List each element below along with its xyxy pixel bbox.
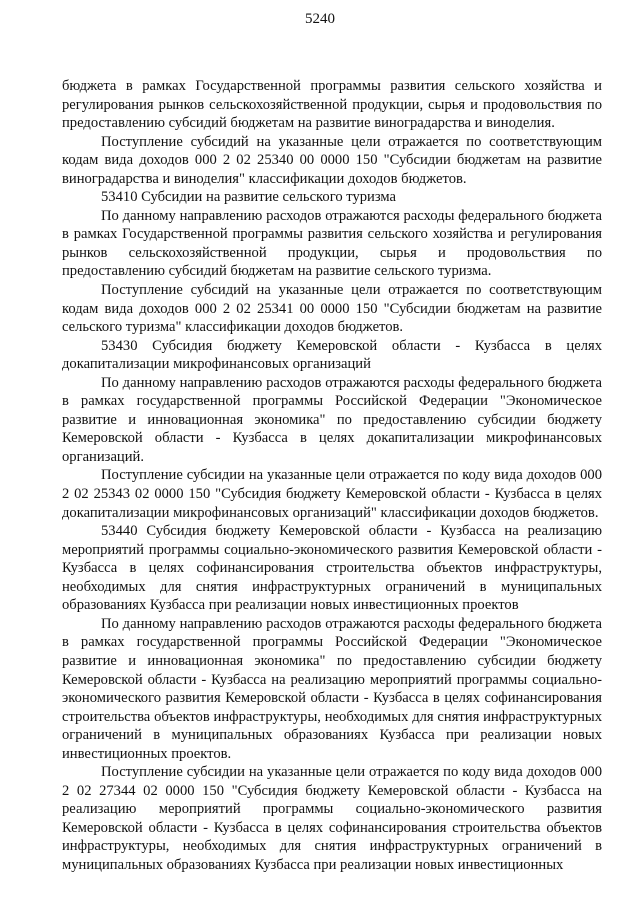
- heading-53410: 53410 Субсидии на развитие сельского туризма: [101, 189, 397, 206]
- heading-53440: 53440 Субсидия бюджету Кемеровской области - Кузбасса на реализацию мероприятий программы социально-экономического развития Кемеровской области - Кузбасса в целях софинансирования строительства объектов инфраструктуры, необходимых для снятия инфраструктурных ограничений в муниципальных образованиях Кузбасса при реализации новых инвестиционных проектов: [62, 523, 602, 614]
- paragraph-expense-53430: По данному направлению расходов отражаются расходы федерального бюджета в рамках государственной программы Российской Федерации "Экономическое развитие и инновационная экономика" по предоставлению субсидии бюджету Кемеровской области - Кузбасса в целях докапитализации микрофинансовых организаций.: [62, 374, 602, 465]
- paragraph-income-53410: Поступление субсидий на указанные цели отражается по соответствующим кодам вида доходов 000 2 02 25341 00 0000 150 "Субсидии бюджетам на развитие сельского туризма" классификации доходов бюджетов.: [62, 282, 602, 336]
- paragraph-income-53430: Поступление субсидии на указанные цели отражается по коду вида доходов 000 2 02 25343 02 0000 150 "Субсидия бюджету Кемеровской области - Кузбасса в целях докапитализации микрофинансовых организаций" классификации доходов бюджетов.: [62, 467, 602, 521]
- paragraph-continuation: бюджета в рамках Государственной программы развития сельского хозяйства и регулирования рынков сельскохозяйственной продукции, сырья и продовольствия по предоставлению субсидий бюджетам на развитие виноградарства и виноделия.: [62, 78, 602, 132]
- page-number: 5240: [305, 11, 335, 27]
- paragraph-expense-53410: По данному направлению расходов отражаются расходы федерального бюджета в рамках Государственной программы развития сельского хозяйства и регулирования рынков сельскохозяйственной продукции, сырья и продовольствия по предоставлению субсидий бюджетам на развитие сельского туризма.: [62, 207, 602, 280]
- paragraph-income-53440: Поступление субсидии на указанные цели отражается по коду вида доходов 000 2 02 27344 02 0000 150 "Субсидия бюджету Кемеровской области - Кузбасса на реализацию мероприятий программы социально-экономического развития Кемеровской области - Кузбасса в целях софинансирования строительства объектов инфраструктуры, необходимых для снятия инфраструктурных ограничений в муниципальных образованиях Кузбасса при реализации новых инвестиционных: [62, 764, 602, 873]
- paragraph-income-53400: Поступление субсидий на указанные цели отражается по соответствующим кодам вида доходов 000 2 02 25340 00 0000 150 "Субсидии бюджетам на развитие виноградарства и виноделия" классификации доходов бюджетов.: [62, 133, 602, 187]
- paragraph-expense-53440: По данному направлению расходов отражаются расходы федерального бюджета в рамках государственной программы Российской Федерации "Экономическое развитие и инновационная экономика" по предоставлению субсидии бюджету Кемеровской области - Кузбасса на реализацию мероприятий программы социально-экономического развития Кемеровской области - Кузбасса в целях софинансирования строительства объектов инфраструктуры, необходимых для снятия инфраструктурных ограничений в муниципальных образованиях Кузбасса при реализации новых инвестиционных проектов.: [62, 615, 602, 762]
- document-body: [62, 77, 602, 875]
- heading-53430: 53430 Субсидия бюджету Кемеровской области - Кузбасса в целях докапитализации микрофинансовых организаций: [62, 337, 602, 373]
